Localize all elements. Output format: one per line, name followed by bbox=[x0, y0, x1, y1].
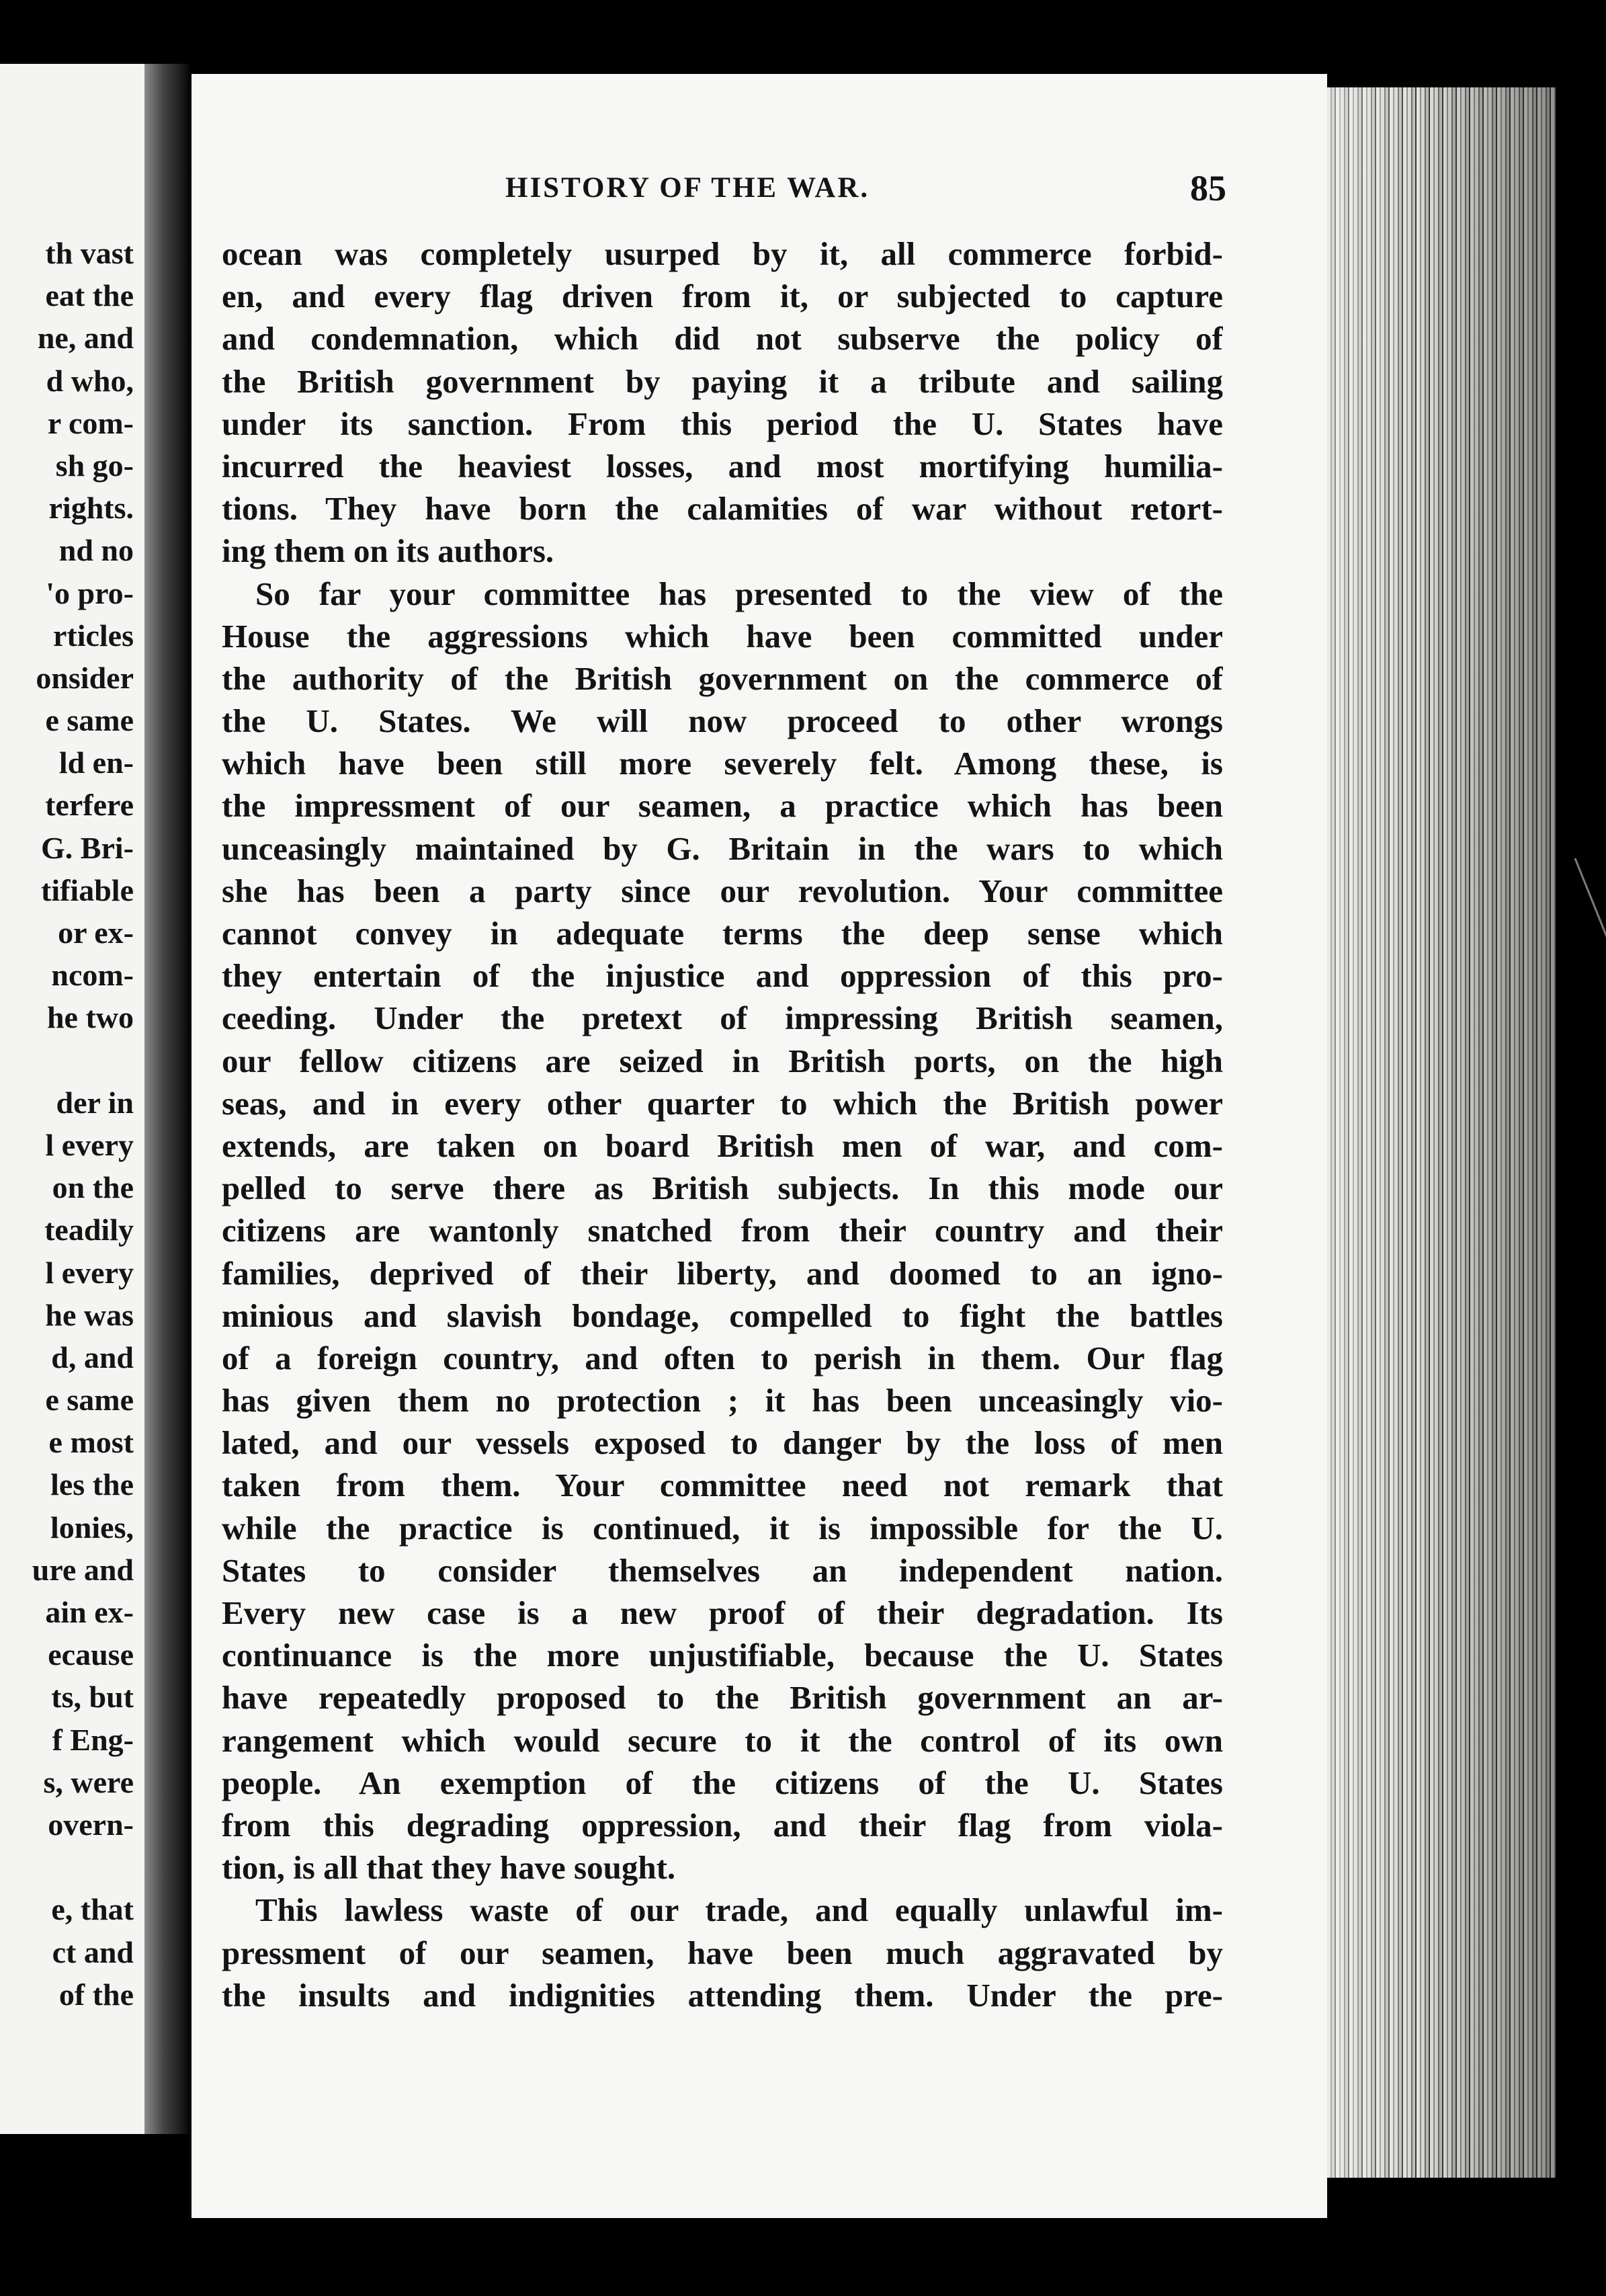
previous-page-line: e same bbox=[45, 703, 134, 738]
previous-page-line: of the bbox=[58, 1977, 134, 2012]
text-line: Every new case is a new proof of their degradation. Its bbox=[222, 1594, 1223, 1631]
text-line: she has been a party since our revolution. Your committee bbox=[222, 872, 1223, 909]
text-line: while the practice is continued, it is impossible for the U. bbox=[222, 1509, 1223, 1547]
text-line: en, and every flag driven from it, or subjected to capture bbox=[222, 278, 1223, 315]
text-line: has given them no protection ; it has been unceasingly vio- bbox=[222, 1382, 1223, 1420]
previous-page-line: rticles bbox=[52, 618, 134, 653]
text-line: the authority of the British government on the commerce of bbox=[222, 659, 1223, 697]
previous-page-line: or ex- bbox=[58, 915, 134, 950]
text-line: minious and slavish bondage, compelled to fight the battles bbox=[222, 1297, 1223, 1334]
previous-page-line: e same bbox=[45, 1383, 134, 1418]
previous-page-line: terfere bbox=[45, 788, 134, 823]
previous-page-line: ct and bbox=[52, 1934, 134, 1969]
text-line: the U. States. We will now proceed to other wrongs bbox=[222, 702, 1223, 740]
text-line: pressment of our seamen, have been much aggravated by bbox=[222, 1934, 1223, 1971]
previous-page-line: lonies, bbox=[50, 1510, 134, 1545]
text-line: tion, is all that they have sought. bbox=[222, 1849, 676, 1887]
text-line: lated, and our vessels exposed to danger by the loss of men bbox=[222, 1424, 1223, 1462]
text-line: the British government by paying it a tribute and sailing bbox=[222, 362, 1223, 400]
text-line: they entertain of the injustice and oppression of this pro- bbox=[222, 957, 1223, 995]
text-line: and condemnation, which did not subserve the policy of bbox=[222, 320, 1223, 358]
scan-mark bbox=[1574, 858, 1606, 977]
previous-page-line: ncom- bbox=[51, 958, 134, 993]
text-line: ocean was completely usurped by it, all commerce forbid- bbox=[222, 235, 1223, 272]
text-line: incurred the heaviest losses, and most mortifying humilia- bbox=[222, 447, 1223, 485]
text-line: rangement which would secure to it the control of its own bbox=[222, 1721, 1223, 1759]
previous-page-line: tifiable bbox=[41, 872, 134, 907]
page-number: 85 bbox=[1190, 168, 1226, 208]
text-line: have repeatedly proposed to the British government an ar- bbox=[222, 1679, 1223, 1717]
text-line: taken from them. Your committee need not remark that bbox=[222, 1467, 1223, 1504]
text-line: our fellow citizens are seized in British ports, on the high bbox=[222, 1042, 1223, 1079]
previous-page-line: rights. bbox=[48, 491, 134, 526]
page-edges bbox=[1327, 87, 1556, 2178]
previous-page-line: ecause bbox=[48, 1637, 134, 1672]
previous-page-line: onsider bbox=[36, 660, 134, 695]
previous-page-line: r com- bbox=[47, 405, 134, 440]
text-line: the impressment of our seamen, a practice which has been bbox=[222, 787, 1223, 825]
previous-page-line: e most bbox=[48, 1425, 134, 1460]
previous-page-line: ure and bbox=[32, 1552, 134, 1587]
text-line: This lawless waste of our trade, and equally unlawful im- bbox=[255, 1891, 1223, 1929]
text-line: the insults and indignities attending them. Under the pre- bbox=[222, 1976, 1223, 2014]
previous-page-text bbox=[0, 232, 134, 2016]
book-page bbox=[192, 74, 1327, 2218]
previous-page-line: ts, but bbox=[51, 1680, 134, 1715]
text-line: pelled to serve there as British subjects. In this mode our bbox=[222, 1170, 1223, 1207]
previous-page-line: G. Bri- bbox=[41, 830, 134, 865]
text-line: from this degrading oppression, and their flag from viola- bbox=[222, 1806, 1223, 1844]
previous-page-line: eat the bbox=[45, 278, 134, 313]
header-title: HISTORY OF THE WAR. bbox=[505, 172, 870, 204]
previous-page-line: les the bbox=[50, 1467, 134, 1502]
previous-page-fragment bbox=[0, 64, 144, 2134]
text-line: of a foreign country, and often to perish in them. Our flag bbox=[222, 1339, 1223, 1377]
previous-page-line: ain ex- bbox=[45, 1595, 134, 1629]
previous-page-line: teadily bbox=[44, 1213, 134, 1247]
previous-page-line bbox=[0, 1039, 134, 1081]
previous-page-line: d, and bbox=[51, 1340, 134, 1375]
previous-page-line: f Eng- bbox=[52, 1722, 134, 1757]
text-line: seas, and in every other quarter to which the British power bbox=[222, 1084, 1223, 1122]
previous-page-line: ld en- bbox=[58, 745, 134, 780]
text-line: which have been still more severely felt. Among these, is bbox=[222, 745, 1223, 782]
text-line: extends, are taken on board British men of war, and com- bbox=[222, 1126, 1223, 1164]
previous-page-line: s, were bbox=[43, 1764, 134, 1799]
previous-page-line: l every bbox=[45, 1255, 134, 1290]
page-edges-shade bbox=[1327, 87, 1556, 2178]
text-line: tions. They have born the calamities of war without retort- bbox=[222, 490, 1223, 528]
text-line: continuance is the more unjustifiable, because the U. States bbox=[222, 1637, 1223, 1674]
previous-page-line bbox=[0, 1846, 134, 1888]
previous-page-line: nd no bbox=[58, 533, 134, 568]
text-line: people. An exemption of the citizens of the U. States bbox=[222, 1764, 1223, 1801]
previous-page-line: th vast bbox=[45, 236, 134, 270]
text-line: citizens are wantonly snatched from their country and their bbox=[222, 1212, 1223, 1249]
text-line: families, deprived of their liberty, and doomed to an igno- bbox=[222, 1254, 1223, 1292]
book-gutter bbox=[144, 64, 192, 2134]
text-line: House the aggressions which have been committed under bbox=[222, 617, 1223, 655]
text-line: unceasingly maintained by G. Britain in the wars to which bbox=[222, 829, 1223, 867]
previous-page-line: d who, bbox=[46, 363, 134, 398]
body-text bbox=[222, 233, 1223, 2016]
previous-page-line: 'o pro- bbox=[46, 575, 134, 610]
previous-page-line: sh go- bbox=[55, 448, 134, 483]
text-line: cannot convey in adequate terms the deep sense which bbox=[222, 915, 1223, 952]
running-header bbox=[192, 165, 1226, 212]
previous-page-line: he was bbox=[45, 1297, 134, 1332]
previous-page-line: he two bbox=[46, 1000, 134, 1035]
previous-page-line: der in bbox=[56, 1085, 134, 1120]
text-line: under its sanction. From this period the U. States have bbox=[222, 405, 1223, 442]
previous-page-line: ne, and bbox=[37, 321, 134, 356]
previous-page-line: on the bbox=[52, 1170, 134, 1205]
text-line: ceeding. Under the pretext of impressing British seamen, bbox=[222, 999, 1223, 1037]
previous-page-line: l every bbox=[45, 1127, 134, 1162]
previous-page-line: e, that bbox=[51, 1892, 134, 1927]
text-line: ing them on its authors. bbox=[222, 532, 554, 570]
text-line: States to consider themselves an independent nation. bbox=[222, 1551, 1223, 1589]
previous-page-line: overn- bbox=[48, 1807, 134, 1842]
text-line: So far your committee has presented to the view of the bbox=[255, 575, 1223, 612]
